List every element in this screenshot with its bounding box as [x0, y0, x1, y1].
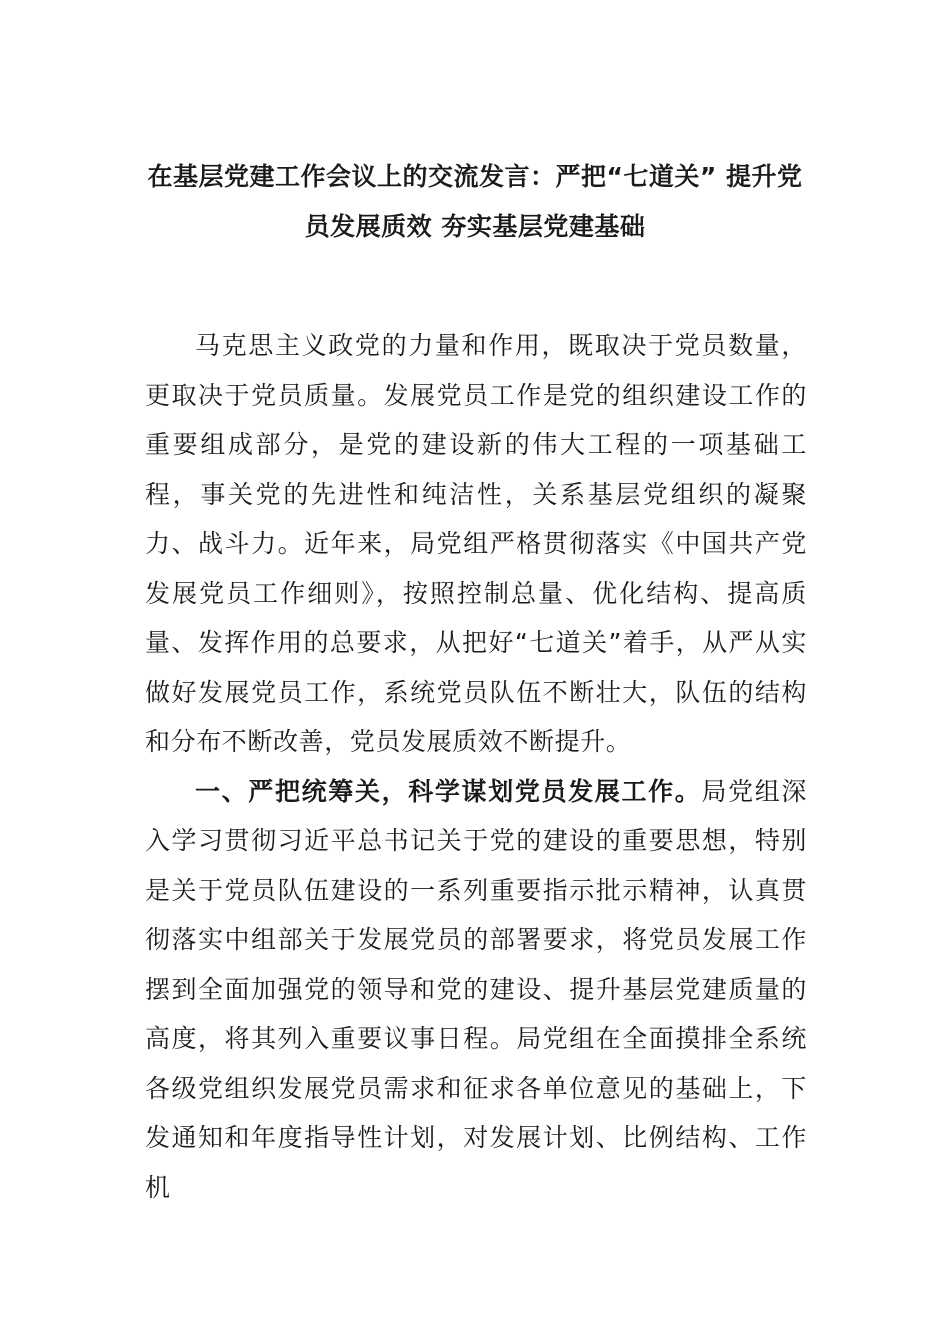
title-line-1: 在基层党建工作会议上的交流发言：严把“七道关” 提升党	[147, 162, 803, 191]
title-line-2: 员发展质效 夯实基层党建基础	[304, 212, 646, 241]
paragraph-text: 马克思主义政党的力量和作用，既取决于党员数量，更取决于党员质量。发展党员工作是党的组织建设工作的重要组成部分，是党的建设新的伟大工程的一项基础工程，事关党的先进性和纯洁性，关系基层党组织的凝聚力、战斗力。近年来，局党组严格贯彻落实《中国共产党发展党员工作细则》，按照控制总量、优化结构、提高质量、发挥作用的总要求，从把好“七道关”着手，从严从实做好发展党员工作，系统党员队伍不断壮大，队伍的结构和分布不断改善，党员发展质效不断提升。	[145, 331, 807, 756]
paragraph-text: 局党组深入学习贯彻习近平总书记关于党的建设的重要思想，特别是关于党员队伍建设的一系列重要指示批示精神，认真贯彻落实中组部关于发展党员的部署要求，将党员发展工作摆到全面加强党的领导和党的建设、提升基层党建质量的高度，将其列入重要议事日程。局党组在全面摸排全系统各级党组织发展党员需求和征求各单位意见的基础上，下发通知和年度指导性计划，对发展计划、比例结构、工作机	[145, 776, 807, 1202]
document-title	[140, 152, 810, 252]
intro-paragraph	[145, 321, 807, 767]
section-heading: 一、严把统筹关，科学谋划党员发展工作。	[195, 776, 702, 806]
section-one-paragraph	[145, 767, 807, 1213]
document-body	[145, 321, 807, 1212]
